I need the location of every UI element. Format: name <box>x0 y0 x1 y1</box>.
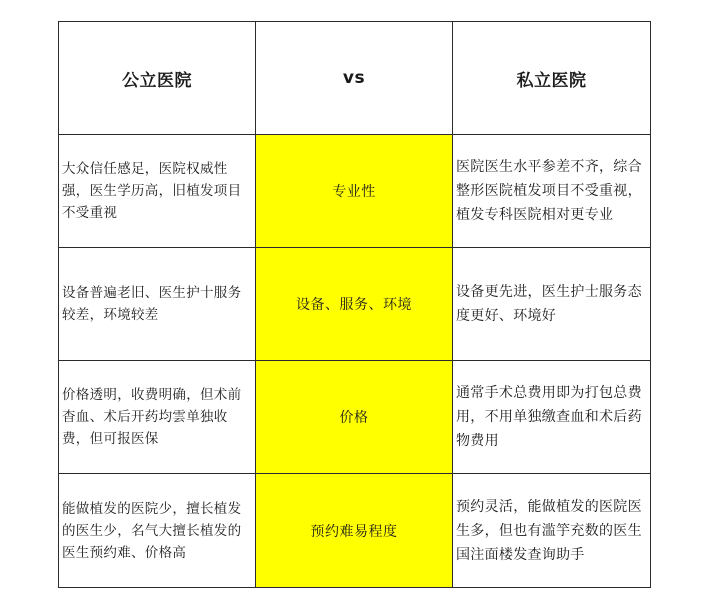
table-row <box>59 248 651 361</box>
table-row <box>59 135 651 248</box>
header-vs: vs <box>256 22 453 135</box>
criterion-text: 价格 <box>339 410 369 426</box>
private-cell <box>453 135 651 248</box>
criterion-cell <box>256 361 453 474</box>
private-cell <box>453 248 651 361</box>
private-cell-text: 通常手术总费用即为打包总费用，不用单独缴查血和术后药物费用 <box>456 385 642 449</box>
private-cell-text: 预约灵活，能做植发的医院医生多，但也有滥竽充数的医生国注面楼发查询助手 <box>456 498 642 563</box>
header-public-hospital: 公立医院 <box>59 22 256 135</box>
public-cell <box>59 474 256 588</box>
criterion-text: 设备、服务、环境 <box>296 297 412 313</box>
public-cell-text: 能做植发的医院少，擅长植发的医生少，名气大擅长植发的医生预约难、价格高 <box>62 500 242 561</box>
private-cell <box>453 361 651 474</box>
table-row <box>59 474 651 588</box>
private-cell <box>453 474 651 588</box>
public-cell <box>59 248 256 361</box>
public-cell-text: 设备普遍老旧、医生护十服务较差，环境较差 <box>62 285 242 323</box>
criterion-cell <box>256 135 453 248</box>
header-row <box>59 22 651 135</box>
private-cell-text: 医院医生水平参差不齐，综合整形医院植发项目不受重视，植发专科医院相对更专业 <box>456 159 642 223</box>
criterion-cell <box>256 248 453 361</box>
criterion-text: 专业性 <box>332 184 376 200</box>
private-cell-text: 设备更先进，医生护士服务态度更好、环境好 <box>456 284 642 324</box>
public-cell-text: 价格透明，收费明确，但术前杳血、术后开药均雲单独收费，但可报医保 <box>62 387 242 447</box>
header-private-hospital: 私立医院 <box>453 22 651 135</box>
criterion-cell <box>256 474 453 588</box>
comparison-table <box>58 21 651 588</box>
public-cell-text: 大众信任感足，医院权威性强，医生学历高，旧植发项目不受重视 <box>62 161 242 221</box>
public-cell <box>59 135 256 248</box>
criterion-text: 预约难易程度 <box>310 523 398 540</box>
table-row <box>59 361 651 474</box>
public-cell <box>59 361 256 474</box>
